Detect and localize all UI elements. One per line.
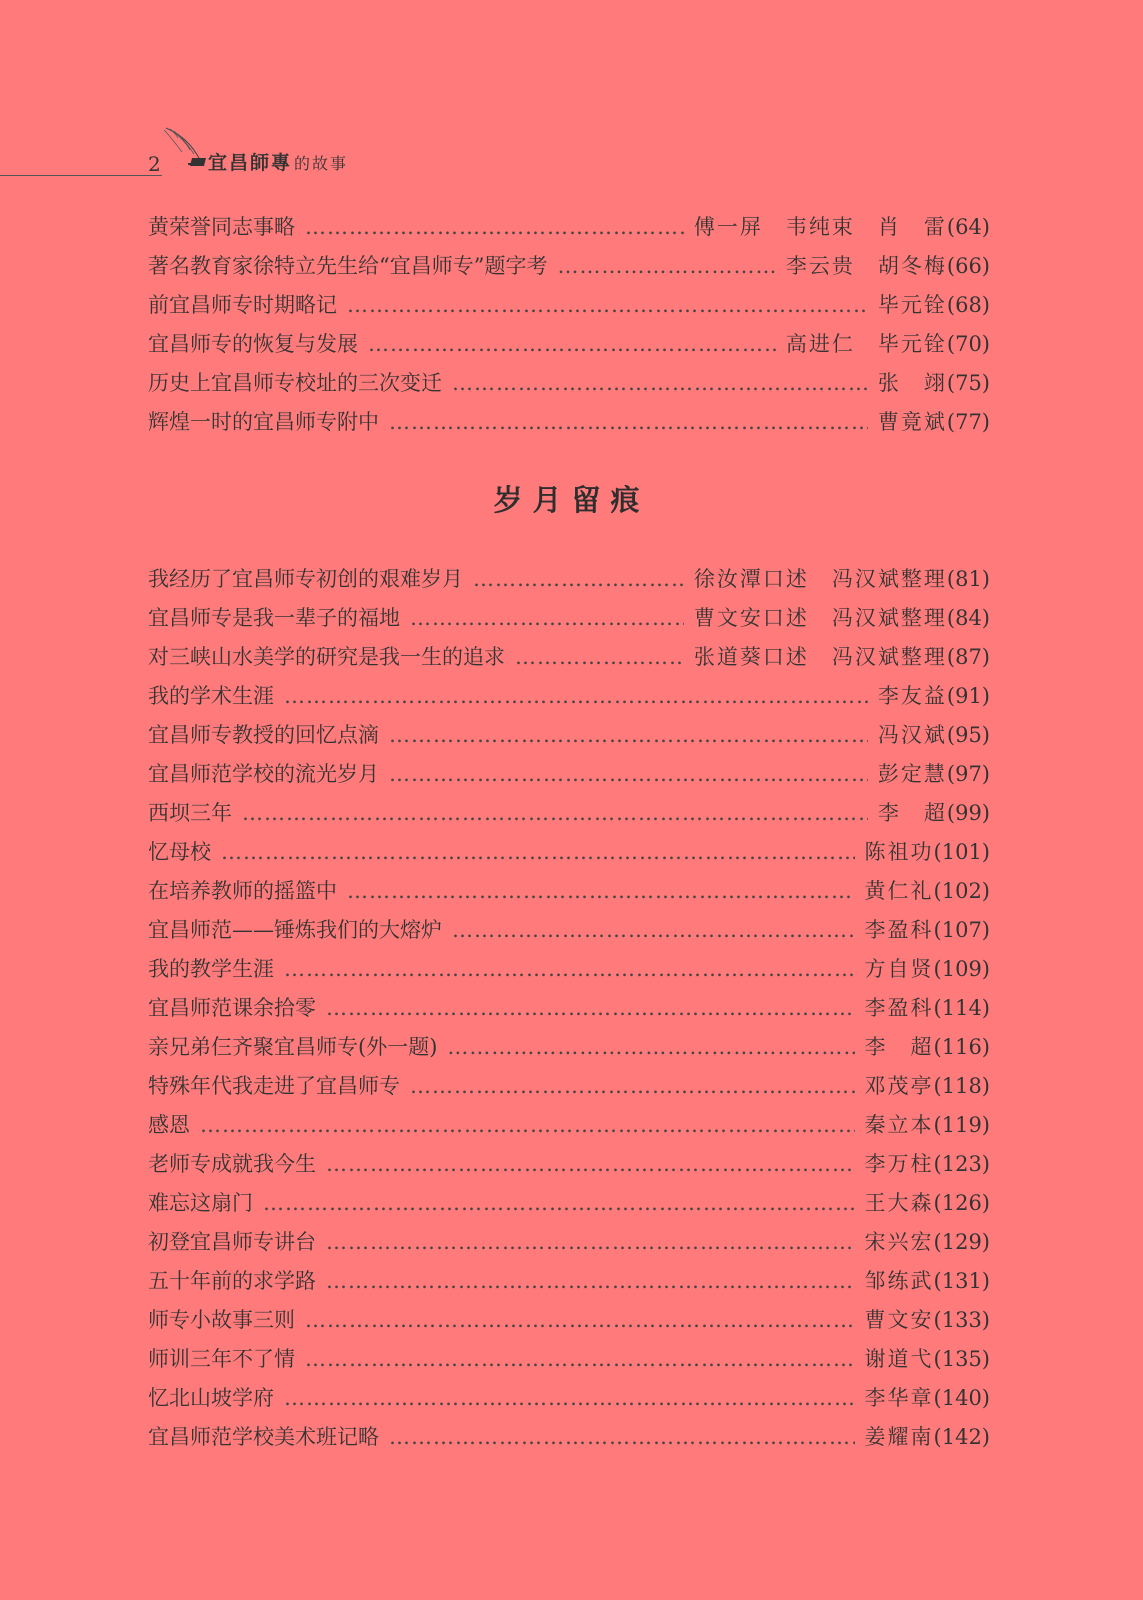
page-number: 2 (148, 152, 161, 176)
toc-entry (148, 1184, 990, 1223)
toc-entry-page: (75) (946, 371, 990, 395)
book-title-suffix: 的故事 (294, 154, 349, 173)
toc-entry-page: (116) (933, 1035, 990, 1059)
dot-leader (326, 989, 855, 1028)
toc-entry (148, 1067, 990, 1106)
toc-entry (148, 1379, 990, 1418)
toc-list-part2 (148, 560, 990, 1457)
toc-entry-title: 亲兄弟仨齐聚宜昌师专(外一题) (148, 1035, 438, 1059)
dot-leader (389, 403, 868, 442)
dot-leader (200, 1106, 855, 1145)
dot-leader (284, 1379, 855, 1418)
toc-entry-page: (123) (933, 1152, 990, 1176)
toc-entry (148, 1340, 990, 1379)
toc-entry-page: (109) (933, 957, 990, 981)
toc-entry-author: 李万柱 (864, 1152, 934, 1176)
toc-entry-author: 邹练武 (864, 1269, 934, 1293)
toc-entry-page: (126) (933, 1191, 990, 1215)
dot-leader (221, 833, 855, 872)
toc-entry-title: 感恩 (148, 1113, 190, 1137)
toc-entry (148, 560, 990, 599)
dot-leader (284, 950, 855, 989)
toc-entry-title: 五十年前的求学路 (148, 1269, 316, 1293)
dot-leader (473, 560, 684, 599)
toc-entry-title: 前宜昌师专时期略记 (148, 293, 337, 317)
toc-entry-title: 宜昌师范课余拾零 (148, 996, 316, 1020)
toc-entry (148, 755, 990, 794)
toc-entry (148, 208, 990, 247)
toc-entry-page: (142) (933, 1425, 990, 1449)
toc-entry-page: (140) (933, 1386, 990, 1410)
toc-entry (148, 1223, 990, 1262)
dot-leader (326, 1262, 855, 1301)
toc-entry-author: 姜耀南 (864, 1425, 934, 1449)
toc-entry-author: 傅一屏 韦纯束 肖 雷 (693, 215, 947, 239)
dot-leader (452, 911, 855, 950)
toc-entry-page: (64) (946, 215, 990, 239)
toc-entry (148, 833, 990, 872)
toc-entry-author: 李云贵 胡冬梅 (785, 254, 947, 278)
book-title-main: 宜昌師專 (208, 152, 293, 174)
toc-entry-author: 李友益 (877, 684, 947, 708)
toc-entry-title: 我的学术生涯 (148, 684, 274, 708)
toc-entry-author: 宋兴宏 (864, 1230, 934, 1254)
section-heading: 岁月留痕 (493, 483, 650, 517)
toc-entry-page: (119) (933, 1113, 990, 1137)
dot-leader (515, 638, 684, 677)
toc-entry (148, 794, 990, 833)
dot-leader (326, 1145, 855, 1184)
toc-entry-page: (131) (933, 1269, 990, 1293)
toc-entry-title: 师训三年不了情 (148, 1347, 295, 1371)
toc-entry-title: 特殊年代我走进了宜昌师专 (148, 1074, 400, 1098)
toc-entry (148, 599, 990, 638)
toc-entry (148, 247, 990, 286)
toc-entry-author: 冯汉斌 (877, 723, 947, 747)
toc-entry-author: 李盈科 (864, 996, 934, 1020)
dot-leader (305, 1301, 855, 1340)
dot-leader (389, 1418, 855, 1457)
toc-entry-page: (68) (946, 293, 990, 317)
toc-entry-author: 秦立本 (864, 1113, 934, 1137)
dot-leader (326, 1223, 855, 1262)
toc-entry (148, 325, 990, 364)
toc-entry-page: (107) (933, 918, 990, 942)
dot-leader (347, 286, 868, 325)
dot-leader (305, 208, 684, 247)
toc-entry-page: (66) (946, 254, 990, 278)
dot-leader (410, 1067, 855, 1106)
toc-entry-page: (95) (946, 723, 990, 747)
toc-entry (148, 286, 990, 325)
toc-entry-page: (70) (946, 332, 990, 356)
toc-entry-title: 难忘这扇门 (148, 1191, 253, 1215)
dot-leader (452, 364, 868, 403)
dot-leader (389, 716, 868, 755)
toc-entry-author: 高进仁 毕元铨 (785, 332, 947, 356)
toc-entry-title: 著名教育家徐特立先生给“宜昌师专”题字考 (148, 254, 548, 278)
header-rule (0, 175, 162, 176)
toc-entry (148, 716, 990, 755)
toc-entry-title: 我的教学生涯 (148, 957, 274, 981)
toc-entry-page: (114) (933, 996, 990, 1020)
toc-entry (148, 1262, 990, 1301)
toc-entry-title: 老师专成就我今生 (148, 1152, 316, 1176)
dot-leader (389, 755, 868, 794)
toc-entry-page: (87) (946, 645, 990, 669)
toc-entry-page: (99) (946, 801, 990, 825)
toc-entry (148, 638, 990, 677)
toc-entry-title: 宜昌师专教授的回忆点滴 (148, 723, 379, 747)
toc-entry-page: (77) (946, 410, 990, 434)
toc-entry-title: 对三峡山水美学的研究是我一生的追求 (148, 645, 505, 669)
toc-entry-title: 宜昌师专是我一辈子的福地 (148, 606, 400, 630)
toc-entry-author: 徐汝潭口述 冯汉斌整理 (693, 567, 947, 591)
toc-entry (148, 1301, 990, 1340)
dot-leader (447, 1028, 854, 1067)
toc-entry-title: 宜昌师专的恢复与发展 (148, 332, 358, 356)
dot-leader (263, 1184, 855, 1223)
toc-entry-author: 王大森 (864, 1191, 934, 1215)
toc-entry (148, 1418, 990, 1457)
toc-entry-page: (91) (946, 684, 990, 708)
toc-entry-title: 历史上宜昌师专校址的三次变迁 (148, 371, 442, 395)
toc-entry-page: (102) (933, 879, 990, 903)
toc-entry (148, 1028, 990, 1067)
toc-entry-author: 陈祖功 (864, 840, 934, 864)
dot-leader (557, 247, 775, 286)
toc-entry-author: 张 翊 (877, 371, 947, 395)
toc-entry-title: 师专小故事三则 (148, 1308, 295, 1332)
toc-entry-author: 张道葵口述 冯汉斌整理 (693, 645, 947, 669)
toc-entry (148, 911, 990, 950)
toc-entry (148, 364, 990, 403)
toc-entry-page: (129) (933, 1230, 990, 1254)
toc-entry-title: 宜昌师范——锤炼我们的大熔炉 (148, 918, 442, 942)
dot-leader (284, 677, 868, 716)
toc-entry (148, 989, 990, 1028)
toc-list-part1 (148, 208, 990, 442)
dot-leader (347, 872, 855, 911)
toc-entry-page: (97) (946, 762, 990, 786)
toc-entry (148, 1145, 990, 1184)
toc-entry-author: 黄仁礼 (864, 879, 934, 903)
toc-entry-author: 李盈科 (864, 918, 934, 942)
toc-entry-title: 忆母校 (148, 840, 211, 864)
toc-entry-author: 李 超 (877, 801, 947, 825)
toc-entry-author: 曹文安口述 冯汉斌整理 (693, 606, 947, 630)
toc-entry-page: (81) (946, 567, 990, 591)
toc-entry-title: 辉煌一时的宜昌师专附中 (148, 410, 379, 434)
dot-leader (305, 1340, 855, 1379)
toc-entry (148, 677, 990, 716)
toc-entry-author: 方自贤 (864, 957, 934, 981)
running-header (0, 124, 400, 180)
toc-entry-author: 曹文安 (864, 1308, 934, 1332)
toc-entry (148, 872, 990, 911)
toc-entry-page: (118) (933, 1074, 990, 1098)
quill-pen-icon (162, 126, 208, 168)
toc-entry (148, 403, 990, 442)
toc-entry-author: 李华章 (864, 1386, 934, 1410)
toc-entry (148, 1106, 990, 1145)
toc-entry-author: 曹竟斌 (877, 410, 947, 434)
toc-entry-title: 宜昌师范学校美术班记略 (148, 1425, 379, 1449)
toc-entry-author: 毕元铨 (877, 293, 947, 317)
toc-entry-author: 谢道弋 (864, 1347, 934, 1371)
toc-entry (148, 950, 990, 989)
dot-leader (242, 794, 868, 833)
toc-entry-title: 忆北山坡学府 (148, 1386, 274, 1410)
dot-leader (368, 325, 776, 364)
toc-entry-title: 我经历了宜昌师专初创的艰难岁月 (148, 567, 463, 591)
toc-entry-title: 西坝三年 (148, 801, 232, 825)
toc-entry-author: 李 超 (864, 1035, 934, 1059)
toc-entry-author: 彭定慧 (877, 762, 947, 786)
toc-entry-author: 邓茂亭 (864, 1074, 934, 1098)
toc-entry-page: (101) (933, 840, 990, 864)
toc-entry-page: (135) (933, 1347, 990, 1371)
dot-leader (410, 599, 684, 638)
toc-entry-title: 宜昌师范学校的流光岁月 (148, 762, 379, 786)
toc-entry-page: (133) (933, 1308, 990, 1332)
toc-entry-title: 初登宜昌师专讲台 (148, 1230, 316, 1254)
toc-entry-title: 在培养教师的摇篮中 (148, 879, 337, 903)
toc-entry-title: 黄荣誉同志事略 (148, 215, 295, 239)
toc-entry-page: (84) (946, 606, 990, 630)
book-title (208, 148, 348, 175)
